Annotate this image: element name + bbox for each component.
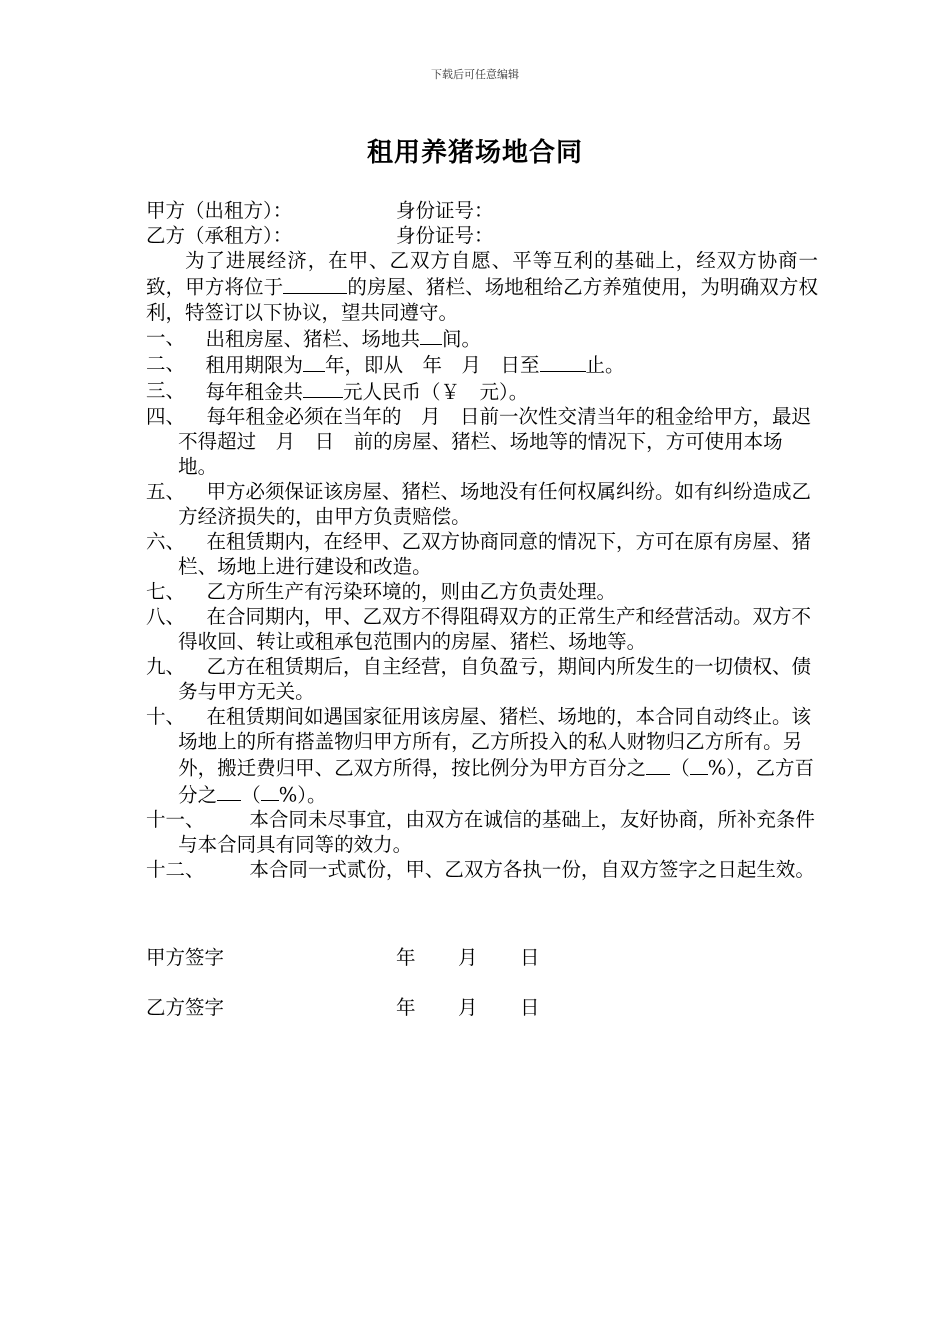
clause-number: 一、 xyxy=(146,325,186,349)
header-note: 下载后可任意编辑 xyxy=(431,68,519,81)
clause-number: 八、 xyxy=(146,605,186,628)
clause-number: 三、 xyxy=(146,378,186,402)
clause-2 xyxy=(146,351,818,378)
party-b-label: 乙方（承租方）： xyxy=(146,224,293,247)
intro-paragraph xyxy=(146,248,818,325)
clause-text: 每年租金共 xyxy=(205,380,303,403)
clause-number: 九、 xyxy=(146,655,186,678)
party-a-signature-label: 甲方签字 xyxy=(146,946,225,969)
clause-number: 十、 xyxy=(146,705,186,728)
party-a-id-label: 身份证号： xyxy=(396,199,494,222)
party-b-percent-blank xyxy=(261,781,279,802)
clause-4 xyxy=(146,404,818,479)
clause-text: 间。 xyxy=(442,327,482,350)
party-b-signature-label: 乙方签字 xyxy=(146,996,225,1019)
years-blank xyxy=(303,351,325,372)
clause-text: 乙方在租赁期后，自主经营，自负盈亏，期间内所发生的一切债权、债务与甲方无关。 xyxy=(178,655,811,703)
rooms-blank xyxy=(420,325,442,346)
party-a-label: 甲方（出租方）： xyxy=(146,199,293,222)
clause-text: 租用期限为 xyxy=(205,353,303,377)
clause-number: 十二、 xyxy=(146,858,205,881)
clause-8 xyxy=(146,604,818,654)
clause-1 xyxy=(146,325,818,352)
clause-3 xyxy=(146,378,818,405)
party-b-id-label: 身份证号： xyxy=(396,224,494,247)
party-b-line xyxy=(146,223,818,248)
party-b-sign-day: 日 xyxy=(520,996,540,1019)
party-a-sign-year: 年 xyxy=(396,946,416,969)
clause-text: 在租赁期内，在经甲、乙双方协商同意的情况下，方可在原有房屋、猪栏、场地上进行建设和改造。 xyxy=(178,530,811,578)
clause-text: 本合同一式贰份，甲、乙双方各执一份，自双方签字之日起生效。 xyxy=(249,858,815,881)
contract-body xyxy=(146,198,818,882)
clause-7 xyxy=(146,579,818,604)
clause-text: %），乙方百分之 xyxy=(178,756,814,806)
clause-number: 七、 xyxy=(146,580,186,603)
clause-10 xyxy=(146,704,818,807)
clause-text: 元人民币（￥ 元）。 xyxy=(343,380,529,403)
clause-text: 本合同未尽事宜，由双方在诚信的基础上，友好协商，所补充条件与本合同具有同等的效力。 xyxy=(178,808,815,856)
intro-text-1: 为了进展经济，在甲、乙双方自愿、平等互利的基础上，经双方协商一致，甲方将位于 xyxy=(146,249,818,299)
party-b-share-blank xyxy=(217,781,241,802)
party-b-signature-line xyxy=(146,995,818,1020)
clause-number: 十一、 xyxy=(146,808,205,831)
party-a-percent-blank xyxy=(690,754,708,775)
document-title: 租用养猪场地合同 xyxy=(366,138,583,168)
intro-text-2: 的房屋、猪栏、场地租给乙方养殖使用，为明确双方权利，特签订以下协议，望共同遵守。 xyxy=(146,275,818,324)
party-b-sign-month: 月 xyxy=(458,996,478,1019)
clause-text: 乙方所生产有污染环境的，则由乙方负责处理。 xyxy=(206,580,616,603)
clause-6 xyxy=(146,529,818,579)
end-date-blank xyxy=(540,351,586,372)
location-blank xyxy=(283,273,347,294)
clause-number: 五、 xyxy=(146,480,186,503)
clause-number: 二、 xyxy=(146,352,186,375)
party-a-sign-month: 月 xyxy=(458,946,478,969)
clause-number: 六、 xyxy=(146,530,186,553)
clause-text: %）。 xyxy=(278,783,327,806)
clause-12 xyxy=(146,857,818,882)
clause-text: 在合同期内，甲、乙双方不得阻碍双方的正常生产和经营活动。双方不得收回、转让或租承包范围内的房屋、猪栏、场地等。 xyxy=(178,605,811,653)
clause-text: 出租房屋、猪栏、场地共 xyxy=(205,327,420,350)
rent-blank xyxy=(303,378,343,399)
clause-text: 甲方必须保证该房屋、猪栏、场地没有任何权属纠纷。如有纠纷造成乙方经济损失的，由甲方负责赔偿。 xyxy=(178,480,811,528)
clause-11 xyxy=(146,807,818,857)
party-a-signature-line xyxy=(146,945,818,970)
party-a-share-blank xyxy=(646,754,670,775)
party-a-line xyxy=(146,198,818,223)
party-a-sign-day: 日 xyxy=(520,946,540,969)
clause-number: 四、 xyxy=(146,405,186,428)
party-b-sign-year: 年 xyxy=(396,996,416,1019)
clause-9 xyxy=(146,654,818,704)
clause-text: 止。 xyxy=(585,353,625,377)
clause-text: 在租赁期间如遇国家征用该房屋、猪栏、场地的，本合同自动终止。该场地上的所有搭盖物归甲方所有，乙方所投入的私人财物归乙方所有。另外，搬迁费归甲、乙双方所得，按比例分为甲方百分之 xyxy=(178,705,811,780)
clause-text: 每年租金必须在当年的 月 日前一次性交清当年的租金给甲方，最迟不得超过 月 日 前的房屋、猪栏、场地等的情况下，方可使用本场地。 xyxy=(178,405,811,478)
clause-text: 年，即从 年 月 日至 xyxy=(325,353,540,377)
clause-text: （ xyxy=(241,783,261,806)
clause-text: （ xyxy=(670,756,690,780)
clause-5 xyxy=(146,479,818,529)
